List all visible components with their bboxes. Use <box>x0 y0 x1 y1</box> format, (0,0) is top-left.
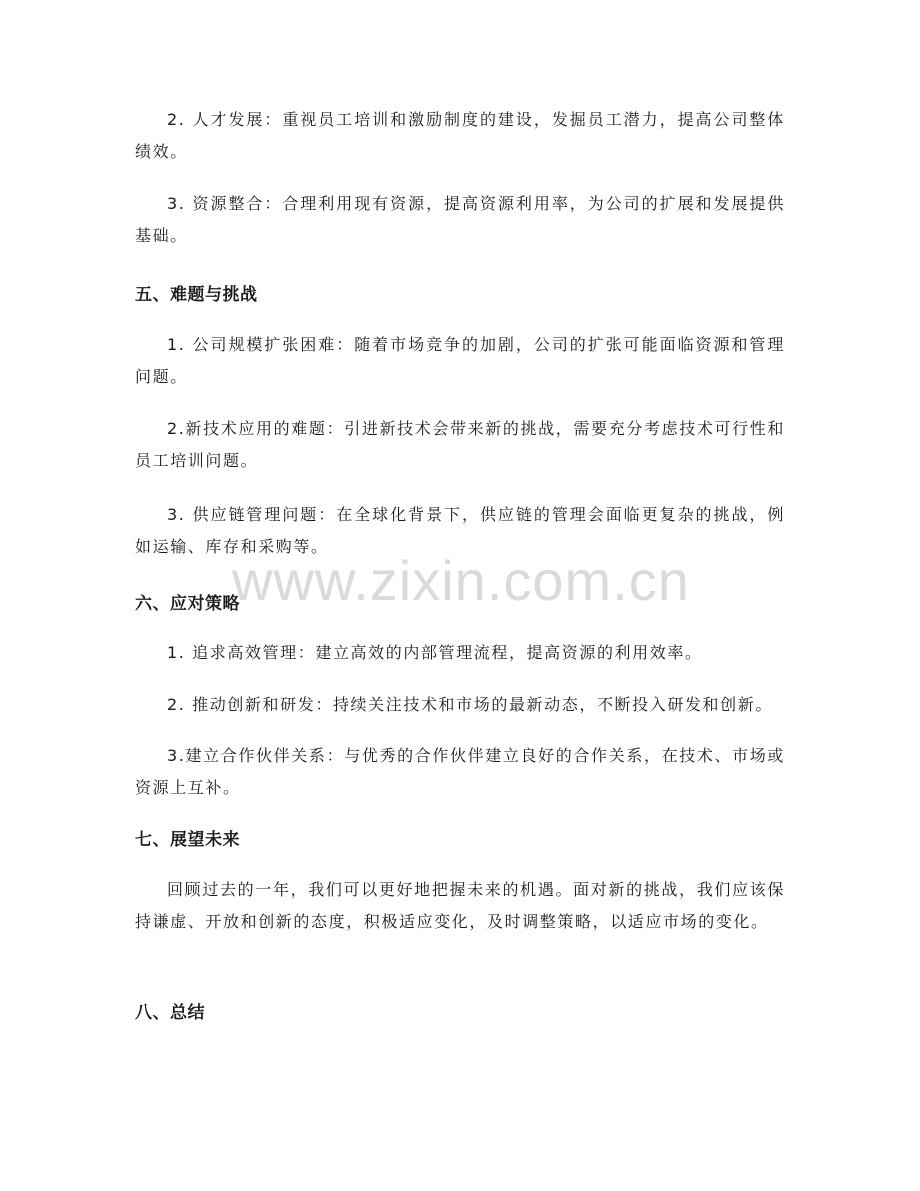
section7-heading: 七、展望未来 <box>135 830 240 850</box>
section6-item-3: 3.建立合作伙伴关系：与优秀的合作伙伴建立良好的合作关系，在技术、市场或资源上互补。 <box>135 746 785 797</box>
section8-heading: 八、总结 <box>135 1003 205 1023</box>
section4-item-2: 2. 人才发展：重视员工培训和激励制度的建设，发掘员工潜力，提高公司整体绩效。 <box>135 110 785 161</box>
section5-item-2: 2.新技术应用的难题：引进新技术会带来新的挑战，需要充分考虑技术可行性和员工培训问题。 <box>135 419 785 470</box>
section6-item-1: 1. 追求高效管理：建立高效的内部管理流程，提高资源的利用效率。 <box>167 643 703 662</box>
section6-heading: 六、应对策略 <box>135 594 240 614</box>
watermark: www.zixin.com.cn <box>232 549 690 612</box>
section5-item-1: 1. 公司规模扩张困难：随着市场竞争的加剧，公司的扩张可能面临资源和管理问题。 <box>135 335 785 386</box>
section5-item-3: 3. 供应链管理问题：在全球化背景下，供应链的管理会面临更复杂的挑战，例如运输、库存和采购等。 <box>135 505 785 556</box>
section4-item-3: 3. 资源整合：合理利用现有资源，提高资源利用率，为公司的扩展和发展提供基础。 <box>135 194 785 245</box>
section7-body: 回顾过去的一年，我们可以更好地把握未来的机遇。面对新的挑战，我们应该保持谦虚、开放和创新的态度，积极适应变化，及时调整策略，以适应市场的变化。 <box>135 880 785 931</box>
section6-item-2: 2. 推动创新和研发：持续关注技术和市场的最新动态，不断投入研发和创新。 <box>167 695 773 714</box>
section5-heading: 五、难题与挑战 <box>135 285 258 305</box>
